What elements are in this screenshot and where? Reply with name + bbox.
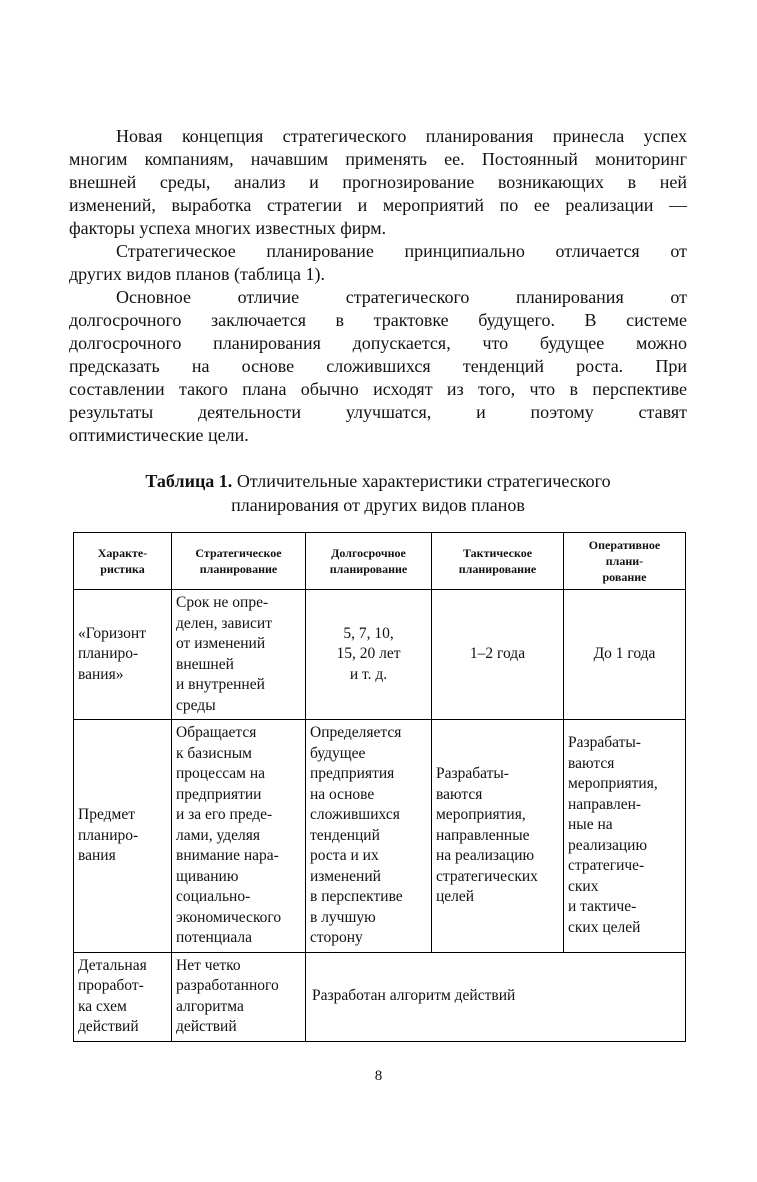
- table-caption: [69, 469, 687, 517]
- text-line: Новая концепция стратегического планирования принесла успех: [116, 126, 687, 146]
- cell-row2-characteristic: Предмет планиро- вания: [74, 720, 172, 953]
- table-caption-label: Таблица 1.: [145, 471, 233, 491]
- header-tactical: Тактическое планирование: [432, 533, 564, 590]
- table-header-row: [74, 533, 686, 590]
- cell-row2-long-term: Определяется будущее предприятия на основе сложившихся тенденций роста и их изменений в перспективе в лучшую сторону: [306, 720, 432, 953]
- cell-row1-strategic: Срок не опре- делен, зависит от изменений внешней и внутренней среды: [172, 590, 306, 720]
- table-row-horizon: [74, 590, 686, 720]
- text-line: других видов планов (таблица 1).: [69, 264, 325, 284]
- table-caption-line1: Отличительные характеристики стратегического: [232, 471, 611, 491]
- table-caption-line2: планирования от других видов планов: [231, 495, 525, 515]
- text-line: результаты деятельности улучшатся, и поэтому ставят: [69, 402, 687, 422]
- cell-row1-long-term: 5, 7, 10, 15, 20 лет и т. д.: [306, 590, 432, 720]
- text-line: предсказать на основе сложившихся тенденций роста. При: [69, 356, 687, 376]
- cell-row1-characteristic: «Горизонт планиро- вания»: [74, 590, 172, 720]
- body-text: [69, 125, 687, 447]
- text-line: Основное отличие стратегического планирования от: [116, 287, 687, 307]
- text-line: долгосрочного заключается в трактовке будущего. В системе: [69, 310, 687, 330]
- cell-row2-operational: Разрабаты- ваются мероприятия, направлен- ные на реализацию стратегиче- ских и тактиче- ских целей: [564, 720, 686, 953]
- cell-row2-tactical: Разрабаты- ваются мероприятия, направленные на реализацию стратегических целей: [432, 720, 564, 953]
- text-line: факторы успеха многих известных фирм.: [69, 218, 387, 238]
- text-line: составлении такого плана обычно исходят из того, что в перспективе: [69, 379, 687, 399]
- header-characteristic: Характе- ристика: [74, 533, 172, 590]
- header-long-term: Долгосрочное планирование: [306, 533, 432, 590]
- comparison-table: [73, 532, 686, 1042]
- text-line: Стратегическое планирование принципиально отличается от: [116, 241, 687, 261]
- header-operational: Оперативное плани- рование: [564, 533, 686, 590]
- table-row-subject: [74, 720, 686, 953]
- paragraph-1: [69, 125, 687, 240]
- text-line: долгосрочного планирования допускается, что будущее можно: [69, 333, 687, 353]
- text-line: изменений, выработка стратегии и мероприятий по ее реализации —: [69, 195, 687, 215]
- text-line: оптимистические цели.: [69, 425, 249, 445]
- cell-row3-merged: Разработан алгоритм действий: [306, 952, 686, 1041]
- page-number: 8: [374, 1068, 383, 1084]
- text-line: многим компаниям, начавшим применять ее. Постоянный мониторинг: [69, 149, 687, 169]
- paragraph-2: [69, 240, 687, 286]
- cell-row3-characteristic: Детальная проработ- ка схем действий: [74, 952, 172, 1041]
- paragraph-3: [69, 286, 687, 447]
- header-strategic: Стратегическое планирование: [172, 533, 306, 590]
- cell-row1-tactical: 1–2 года: [432, 590, 564, 720]
- cell-row1-operational: До 1 года: [564, 590, 686, 720]
- cell-row3-strategic: Нет четко разработанного алгоритма действий: [172, 952, 306, 1041]
- table-row-detailing: [74, 952, 686, 1041]
- text-line: внешней среды, анализ и прогнозирование возникающих в ней: [69, 172, 687, 192]
- cell-row2-strategic: Обращается к базисным процессам на предприятии и за его преде- лами, уделяя внимание нара- щиванию социально- экономического потенциала: [172, 720, 306, 953]
